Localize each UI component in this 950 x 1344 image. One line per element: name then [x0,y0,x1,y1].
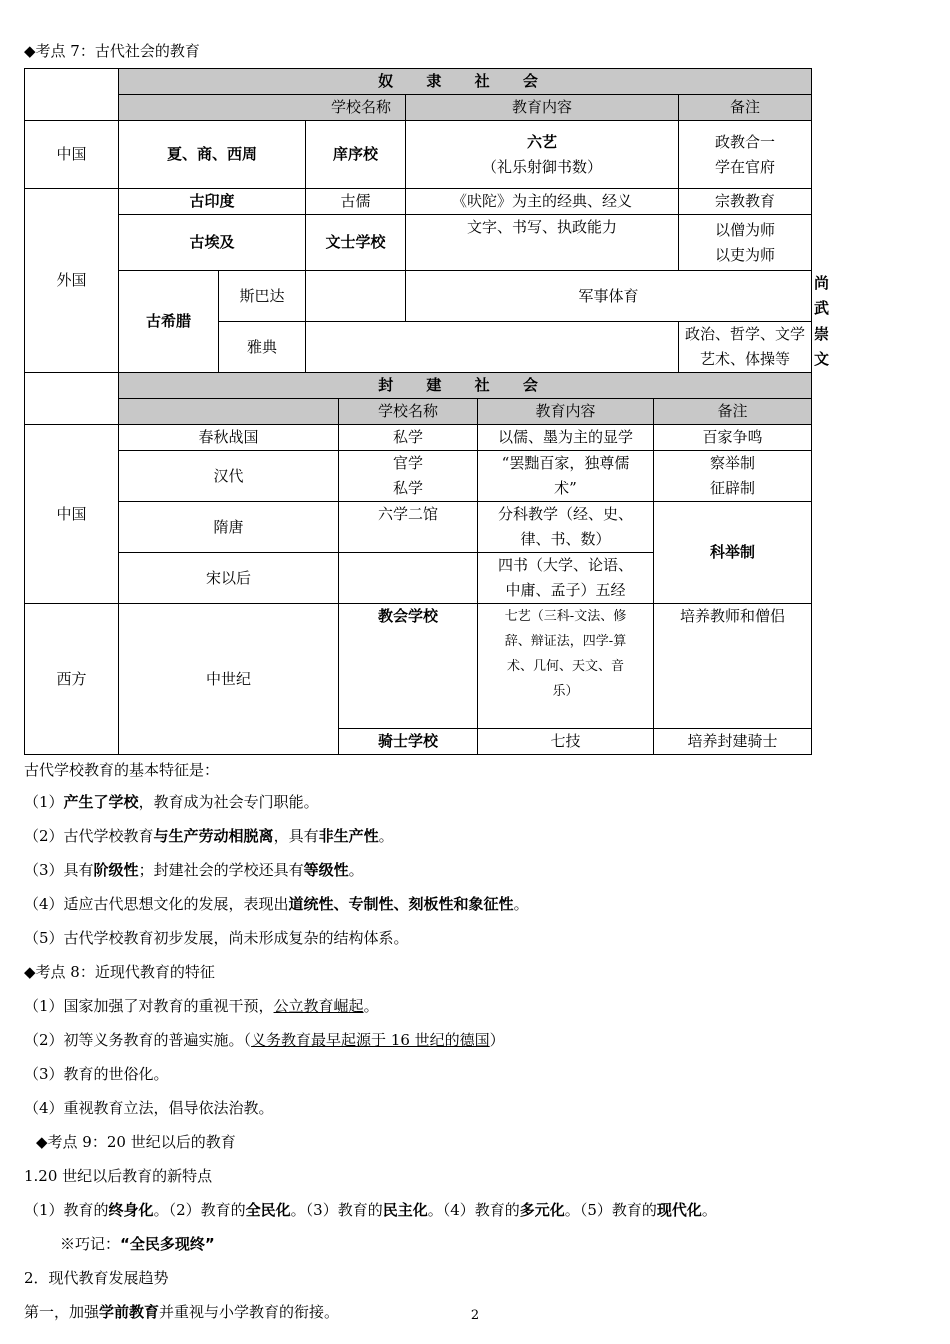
modern-item-4: （4）重视教育立法，倡导依法治教。 [24,1099,274,1117]
school-xiangxu: 庠序校 [306,121,406,189]
content-line: 乐） [552,684,579,699]
feudal-society-title: 封 建 社 会 [119,373,812,399]
note-religion: 宗教教育 [679,189,812,215]
school-line: 官学 [392,454,423,472]
feudal-society-table [24,372,812,755]
feature-5: （5）古代学校教育初步发展，尚未形成复杂的结构体系。 [24,929,409,947]
slave-society-title: 奴 隶 社 会 [119,69,812,95]
era-xia-shang-zhou: 夏、商、西周 [119,121,306,189]
six-arts-detail: （礼乐射御书数） [481,157,602,176]
content-han [478,451,654,502]
note-church: 培养教师和僧侣 [654,604,812,729]
content-song [478,553,654,604]
corner-cell [25,69,119,121]
country-egypt: 古埃及 [119,215,306,271]
era-han: 汉代 [119,451,339,502]
modern-item-1: （1）国家加强了对教育的重视干预，公立教育崛起。 [24,997,379,1015]
region-foreign: 外国 [25,189,119,373]
note-line: 征辟制 [710,479,756,497]
school-church: 教会学校 [339,604,478,729]
empty-cell [339,553,478,604]
header-school-name: 学校名称 [339,399,478,425]
note-line: 学在官府 [714,157,775,176]
region-west: 西方 [25,604,119,755]
content-sui-tang [478,502,654,553]
content-line: 七艺（三科-文法、修 [504,609,627,624]
era-sui-tang: 隋唐 [119,502,339,553]
content-line: “罢黜百家，独尊儒 [501,454,630,472]
era-medieval: 中世纪 [119,604,339,755]
era-spring-autumn: 春秋战国 [119,425,339,451]
content-egypt: 文字、书写、执政能力 [406,215,679,271]
header-blank [119,399,339,425]
region-china: 中国 [25,121,119,189]
feature-4: （4）适应古代思想文化的发展，表现出道统性、专制性、刻板性和象征性。 [24,895,529,913]
note-egypt [679,215,812,271]
region-china: 中国 [25,425,119,604]
header-school-name: 学校名称 [119,95,406,121]
modern-item-3: （3）教育的世俗化。 [24,1065,169,1083]
content-line: 辞、辩证法，四学-算 [504,634,627,649]
note-hundred-schools: 百家争鸣 [654,425,812,451]
feature-2: （2）古代学校教育与生产劳动相脱离，具有非生产性。 [24,827,394,845]
new-traits-line: （1）教育的终身化。（2）教育的全民化。（3）教育的民主化。（4）教育的多元化。（5）教育的现代化。 [24,1201,717,1219]
country-greece: 古希腊 [119,271,219,373]
school-knight: 骑士学校 [339,729,478,755]
corner-cell [25,373,119,425]
header-note: 备注 [654,399,812,425]
document-page [24,34,904,1329]
content-sparta: 军事体育 [406,271,812,322]
section-7-heading: ◆考点 7：古代社会的教育 [24,42,200,60]
note-line: 以僧为师 [714,220,775,239]
content-six-arts [406,121,679,189]
era-song: 宋以后 [119,553,339,604]
city-sparta: 斯巴达 [219,271,306,322]
school-han [339,451,478,502]
content-line: 律、书、数） [520,530,611,548]
note-knight: 培养封建骑士 [654,729,812,755]
note-keju: 科举制 [654,502,812,604]
content-seven-arts [478,604,654,729]
content-line: 术、几何、天文、音 [506,659,624,674]
empty-cell [306,322,679,373]
school-guru: 古儒 [306,189,406,215]
note-line: 察举制 [710,454,756,472]
content-veda: 《吠陀》为主的经典、经义 [406,189,679,215]
note-line: 以吏为师 [714,245,775,264]
modern-item-2: （2）初等义务教育的普遍实施。（义务教育最早起源于 16 世纪的德国） [24,1031,505,1049]
content-line: 分科教学（经、史、 [497,505,633,523]
content-line: 术” [554,479,577,497]
content-line: 中庸、孟子）五经 [505,581,626,599]
header-content: 教育内容 [406,95,679,121]
header-content: 教育内容 [478,399,654,425]
section-9-heading: ◆考点 9：20 世纪以后的教育 [36,1133,236,1151]
feature-3: （3）具有阶级性；封建社会的学校还具有等级性。 [24,861,364,879]
school-scribe: 文士学校 [306,215,406,271]
note-han [654,451,812,502]
section-9-sub-1: 1.20 世纪以后教育的新特点 [24,1167,213,1185]
note-china [679,121,812,189]
slave-society-table: 奴 隶 社 会 学校名称 教育内容 备注 中国 夏、商、西周 庠序校 六艺 （礼乐射御书数） 政教合一 学在官府 外国 古印度 古儒 《吠陀》为主的经典、经义 宗教教育 古埃及 文士学校 文字、书写、执政能力 以僧为师 以吏为师 古希腊 斯巴达 军事体育 尚武 雅典 政治、哲学、文学艺术、体操等 崇文 [24,68,812,373]
section-8-heading: ◆考点 8：近现代教育的特征 [24,963,215,981]
header-note: 备注 [679,95,812,121]
content-confucian-mohist: 以儒、墨为主的显学 [478,425,654,451]
country-india: 古印度 [119,189,306,215]
content-line: 四书（大学、论语、 [497,556,633,574]
school-line: 私学 [392,479,423,497]
school-six-two: 六学二馆 [339,502,478,553]
six-arts-label: 六艺 [526,132,557,151]
feature-1: （1）产生了学校，教育成为社会专门职能。 [24,793,319,811]
features-intro: 古代学校教育的基本特征是： [24,761,220,779]
page-number: 2 [470,1308,480,1323]
section-9-sub-2: 2．现代教育发展趋势 [24,1269,169,1287]
empty-cell [306,271,406,322]
mnemonic: ※巧记：“全民多现终” [60,1235,215,1253]
school-private: 私学 [339,425,478,451]
city-athens: 雅典 [219,322,306,373]
content-athens: 政治、哲学、文学艺术、体操等 [679,322,812,373]
note-line: 政教合一 [714,132,775,151]
trend-first: 第一，加强学前教育并重视与小学教育的衔接。 [24,1303,340,1321]
content-seven-skills: 七技 [478,729,654,755]
